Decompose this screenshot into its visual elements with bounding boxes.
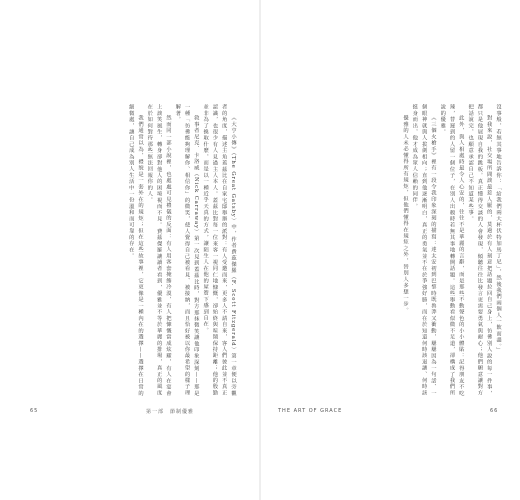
running-head: 第一部 節制優雅 <box>146 409 195 415</box>
right-page-text <box>276 104 502 396</box>
page-number: 66 <box>490 408 499 414</box>
paragraph: 敘事者尼克．卡洛威（Nick Carraway）第一次見到蓋茲比時，對方那抹微笑讓他印象深刻——那是一種「彷彿能夠理解你、相信你」的微笑，使人覺得自己被看見、被接納，而且恰好被以你最希望的樣子理解著。 <box>174 104 199 396</box>
left-page-text <box>24 104 237 396</box>
paragraph: 然而同一部小說裡，也處處可見禮儀的反面：有人用客套掩飾冷漠，有人把慷慨當成炫耀，有人在宴會上談笑風生，轉身卻對他人的困境視而不見。費茲傑羅讓讀者看到，優雅並不等於華麗的排場，真正的風度在於如何對待那些無法回報你的人。 <box>146 104 171 396</box>
right-page <box>260 0 520 500</box>
paragraph: 《三個火槍手》裡有一段令我印象深刻的描寫：達太安初到巴黎時既魯莽又衝動，屢屢因為一句話、一個眼神就與人拔劍相向；直到他逐漸明白，真正的勇氣並不在於爭強好勝，而在於知道何時該退讓、何時該挺身而出，他才成為眾人信賴的同伴。 <box>411 104 436 396</box>
paragraph: 此外，與人相處時最令人心安的，往往不是華麗的言辭，而是那些不動聲色的小小體貼：記得朋友不吃辣，替遲到的人留一個位子，在別人出糗時若無其事地轉開話題。這些舉動看似微不足道，卻構成了我們所說的優雅。 <box>439 104 464 396</box>
paragraph: 優雅的人未必懂得所有規矩，但他們懂得在規矩之外，替別人多想一步。 <box>402 114 409 313</box>
paragraph: 沒事般，若無其事地告訴你：「給我們兩大杯伏特加馬丁尼」，然後我們兩個人一飲而盡。」 <box>495 104 501 353</box>
paragraph: 我們通常以為，禮貌是一套外在的規矩；但在這些故事裡，它更像是一種內在的選擇——選擇在日常的細微處，讓自己成為別人生活中一份溫和而可靠的存在。 <box>127 104 144 396</box>
running-head: THE ART OF GRACE <box>278 408 343 414</box>
page-number: 65 <box>30 408 39 414</box>
paragraph: 對我來說，社交場所間談最惹人厭的，莫過於有人刻意把話題拉回自己身上，彷彿別人說的每一件事，都只是他展現自我的跳板。真正懂得交談的人會發現，傾聽往往比發言更需要勇氣與耐心；他們願意讓對方把話說完，也願意承認自己不知道某些事。 <box>467 104 492 396</box>
paragraph: 《大亨小傳》（The Great Gatsby）中，作者費茲傑羅（F. Scott Fitzgerald）第一章便以旁觀者的角度，描述主角蓋茲比在自家宅邸舉辦的派對：有人受邀而來，更多人不請自來，客人們彼此並不真正認識，也很少有人見過主人本人。蓋茲比對每一位來客一視同仁地慷慨，卻始終與喧鬧保持距離；他的殷勤並非為了換取什麼，而是以一種近乎天真的方式，讓陌生人在他的屋簷下感到自在。 <box>202 104 236 396</box>
